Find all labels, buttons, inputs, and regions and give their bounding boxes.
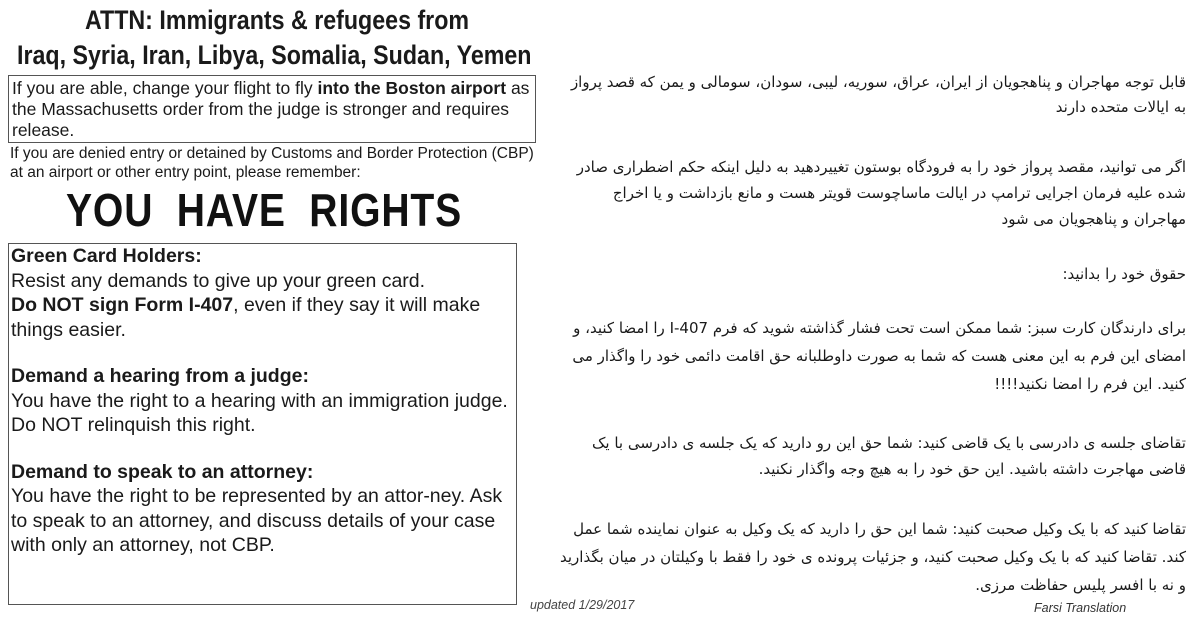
hearing-body: You have the right to a hearing with an immigration judge. Do NOT relinquish this right. bbox=[11, 389, 508, 436]
form-i407-rest: , even if they say it will make things easier. bbox=[11, 294, 481, 341]
farsi-hearing: تقاضای جلسه ی دادرسی با یک قاضی کنید: شما حق این رو دارید که یک جلسه ی دادرسی با یک قاضی مهاجرت داشته باشید. این حق خود را به هیچ وجه واگذار نکنید. bbox=[591, 434, 1186, 478]
farsi-intro: قابل توجه مهاجران و پناهجویان از ایران، عراق، سوریه، لیبی، سودان، سومالی و یمن که قصد پرواز به ایالات متحده دارند bbox=[570, 73, 1186, 116]
green-card-line1: Resist any demands to give up your green card. bbox=[11, 269, 426, 292]
farsi-green-card: برای دارندگان کارت سبز: شما ممکن است تحت فشار گذاشته شوید که فرم I-407 را امضا کنید، و امضای این فرم به این معنی هست که شما به صورت داوطلبانه حق اقامت دائمی خود را واگذار می کنید. این فرم را امضا نکنید!!!! bbox=[572, 319, 1186, 393]
boston-notice-bold: into the Boston airport bbox=[317, 78, 507, 98]
farsi-attorney: تقاضا کنید که با یک وکیل صحبت کنید: شما این حق را دارید که یک وکیل به عنوان نماینده شما عمل کند. تقاضا کنید که با یک وکیل صحبت کنید، و جزئیات پرونده ی خود را فقط با وکیلتان در میان بگذارید و نه با افسر پلیس حفاظت مرزی. bbox=[560, 520, 1186, 594]
title-line-1: ATTN: Immigrants & refugees from bbox=[85, 5, 470, 35]
farsi-boston: اگر می توانید، مقصد پرواز خود را به فرودگاه بوستون تغییردهید به دلیل اینکه حکم اضطراری صادر شده علیه فرمان اجرایی ترامپ در ایالت ماساچوست قویتر هست و مانع بازداشت و یا اخراج مهاجران و پناهجویان می شود bbox=[576, 158, 1186, 228]
you-have-rights-headline: YOU HAVE RIGHTS bbox=[66, 184, 463, 236]
updated-date: updated 1/29/2017 bbox=[530, 598, 635, 612]
boston-notice-text-end: as the Massachusetts order from the judge is stronger and requires release. bbox=[12, 78, 530, 140]
hearing-title: Demand a hearing from a judge: bbox=[11, 365, 309, 387]
green-card-title: Green Card Holders: bbox=[11, 245, 202, 267]
boston-notice-text: If you are able, change your flight to fly bbox=[12, 78, 318, 98]
farsi-know-rights: حقوق خود را بدانید: bbox=[1062, 265, 1186, 283]
attorney-title: Demand to speak to an attorney: bbox=[11, 460, 314, 483]
denied-entry-text: If you are denied entry or detained by Customs and Border Protection (CBP) at an airport or other entry point, please remember: bbox=[10, 145, 534, 181]
title-line-2: Iraq, Syria, Iran, Libya, Somalia, Sudan, Yemen bbox=[17, 40, 532, 70]
boston-airport-notice bbox=[8, 75, 536, 143]
green-card-form-warning bbox=[11, 293, 514, 342]
attorney-body: You have the right to be represented by an attor-ney. Ask to speak to an attorney, and discuss details of your case with only an attorney, not CBP. bbox=[11, 485, 503, 556]
rights-box bbox=[8, 243, 517, 605]
farsi-translation-credit: Farsi Translation bbox=[1034, 601, 1127, 615]
form-i407-bold: Do NOT sign Form I-407 bbox=[11, 294, 234, 316]
